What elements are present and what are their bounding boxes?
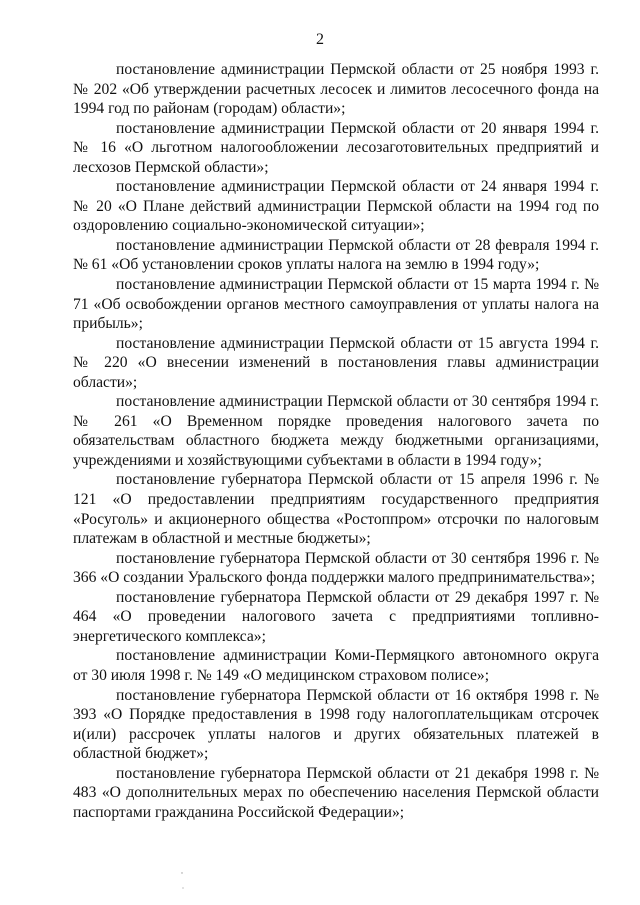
resolution-item: постановление администрации Пермской области от 15 августа 1994 г. № 220 «О внесении изменений в постановления главы администрации области»;	[73, 334, 599, 391]
resolution-item: постановление губернатора Пермской области от 16 октября 1998 г. № 393 «О Порядке предоставления в 1998 году налогоплательщикам отсрочек и(или) рассрочек уплаты налогов и других обязательных платежей в областной бюджет»;	[73, 686, 599, 763]
scan-speck	[181, 872, 182, 873]
resolution-item: постановление администрации Пермской области от 28 февраля 1994 г. № 61 «Об установлении сроков уплаты налога на землю в 1994 году»;	[73, 236, 599, 274]
resolution-item: постановление администрации Пермской области от 30 сентября 1994 г. № 261 «О Временном порядке проведения налогового зачета по обязательствам областного бюджета между бюджетными организациями, учреждениями и хозяйствующими субъектами в области в 1994 году»;	[73, 393, 599, 469]
resolution-item: постановление администрации Пермской области от 24 января 1994 г. № 20 «О Плане действий администрации Пермской области на 1994 год по оздоровлению социально-экономической ситуации»;	[73, 178, 599, 235]
resolution-item: постановление губернатора Пермской области от 21 декабря 1998 г. № 483 «О дополнительных мерах по обеспечению населения Пермской области паспортами гражданина Российской Федерации»;	[73, 764, 599, 821]
resolution-item: постановление администрации Коми-Пермяцкого автономного округа от 30 июля 1998 г. № 149 «О медицинском страховом полисе»;	[73, 647, 599, 684]
resolution-item: постановление губернатора Пермской области от 30 сентября 1996 г. № 366 «О создании Уральского фонда поддержки малого предпринимательства»;	[73, 549, 599, 587]
resolution-item: постановление администрации Пермской области от 25 ноября 1993 г. № 202 «Об утверждении расчетных лесосек и лимитов лесосечного фонда на 1994 год по районам (городам) области»;	[73, 61, 599, 118]
document-body	[73, 60, 599, 822]
page-number: 2	[316, 31, 324, 48]
scan-speck	[182, 887, 183, 888]
resolution-item: постановление губернатора Пермской области от 15 апреля 1996 г. № 121 «О предоставлении предприятиям государственного предприятия «Росуголь» и акционерного общества «Ростоппром» отсрочки по налоговым платежам в областной и местные бюджеты»;	[73, 471, 599, 548]
resolution-item: постановление администрации Пермской области от 20 января 1994 г. № 16 «О льготном налогообложении лесозаготовительных предприятий и лесхозов Пермской области»;	[73, 119, 599, 176]
resolution-item: постановление администрации Пермской области от 15 марта 1994 г. № 71 «Об освобождении органов местного самоуправления от уплаты налога на прибыль»;	[73, 276, 599, 333]
resolution-item: постановление губернатора Пермской области от 29 декабря 1997 г. № 464 «О проведении налогового зачета с предприятиями топливно-энергетического комплекса»;	[73, 588, 599, 645]
